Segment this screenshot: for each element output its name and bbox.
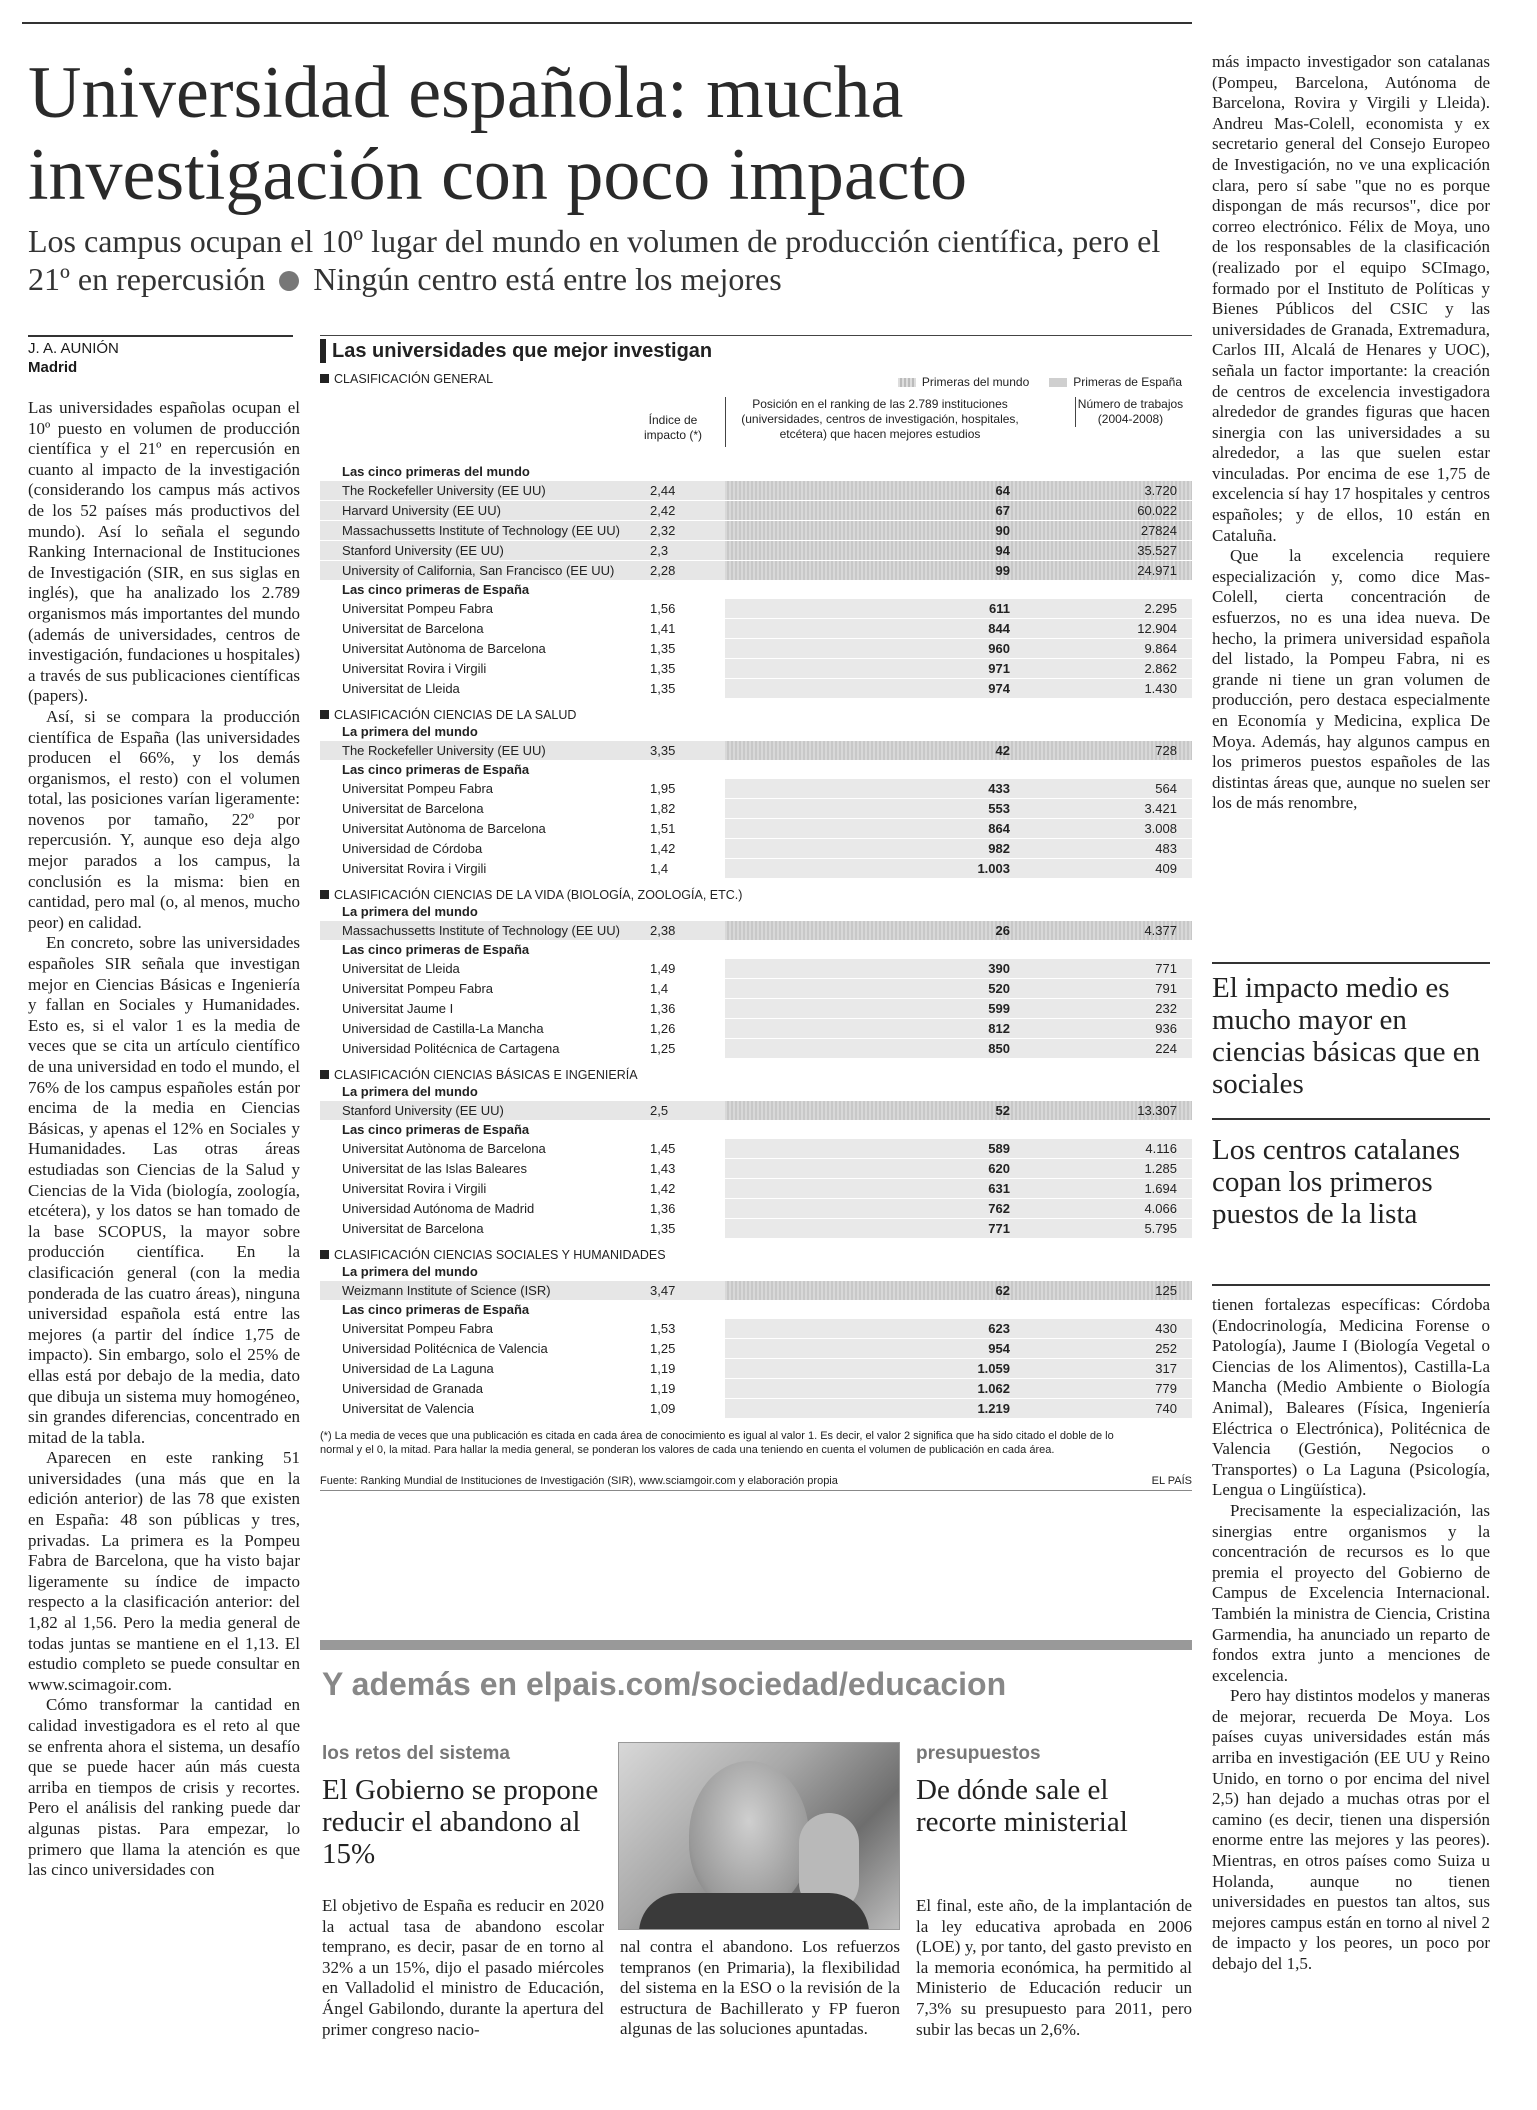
paper-count: 224 (1155, 1041, 1177, 1056)
impact-index: 1,26 (650, 1021, 676, 1036)
group-label: Las cinco primeras de España (342, 582, 530, 597)
institution-name: Universitat Autònoma de Barcelona (342, 1141, 546, 1156)
headline: Universidad española: mucha investigación con poco impacto (28, 52, 968, 216)
pull-quote-2: Los centros catalanes copan los primeros puestos de la lista (1212, 1134, 1461, 1230)
institution-name: Universitat Jaume I (342, 1001, 454, 1016)
left-kicker: los retos del sistema (322, 1743, 510, 1764)
mid-body: nal contra el abandono. Los refuerzos tempranos (en Primaria), la flexibilidad del sistema en la ESO o la revisión de la estructura de Bachillerato y FP fueron algunas de las soluciones apuntadas. (620, 1937, 900, 2039)
institution-name: Universidad de Córdoba (342, 841, 483, 856)
impact-index: 1,25 (650, 1341, 676, 1356)
table-row (320, 1281, 1192, 1301)
row-separator (320, 1418, 1192, 1419)
institution-name: Universitat Rovira i Virgili (342, 1181, 487, 1196)
paragraph: Aparecen en este ranking 51 universidades (una más que en la edición anterior) de las 78 que existen en España: 48 son públicas y tres, privadas. La primera es la Pompeu Fabra de Barcelona, que ha visto bajar ligeramente su índice de impacto respecto a la clasificación anterior: del 1,82 al 1,56. Pero la media general de todas juntas se mantiene en el 1,13. El estudio completo se puede consultar en www.scimagoir.com. (28, 1448, 300, 1694)
table-row (320, 741, 1192, 761)
institution-name: Universitat de Valencia (342, 1401, 474, 1416)
left-headline[interactable]: El Gobierno se propone reducir el abandono al 15% (322, 1774, 599, 1870)
table-row (320, 501, 1192, 521)
impact-index: 1,35 (650, 681, 676, 696)
group-label: Las cinco primeras de España (342, 1122, 530, 1137)
impact-index: 1,35 (650, 661, 676, 676)
institution-name: Massachussetts Institute of Technology (EE UU) (342, 523, 620, 538)
ranking-position: 433 (988, 781, 1010, 796)
paper-count: 1.430 (1144, 681, 1177, 696)
article-column-4-bottom (1212, 1295, 1490, 1975)
paragraph: Cómo transformar la cantidad en calidad investigadora es el reto al que se enfrenta ahora el sistema, un desafío que se puede hacer aún más cuesta arriba en tiempos de crisis y recortes. Pero el análisis del ranking puede dar algunas pistas. Para empezar, lo primero que llama la atención es que las cinco universidades con (28, 1695, 300, 1880)
section-heading (320, 707, 1192, 723)
graphic-source-line (320, 1475, 1192, 1491)
table-row (320, 819, 1192, 839)
table-row (320, 619, 1192, 639)
row-separator (320, 1238, 1192, 1239)
left-body: El objetivo de España es reducir en 2020 la actual tasa de abandono escolar temprano, es decir, pasar de en torno al 32% a un 15%, dijo el pasado miércoles en Valladolid el ministro de Educación, Ángel Gabilondo, durante la apertura del primer congreso nacio- (322, 1896, 604, 2039)
impact-index: 2,38 (650, 923, 676, 938)
paper-count: 1.694 (1144, 1181, 1177, 1196)
pull-rule-3 (1212, 1284, 1490, 1286)
yademas-title[interactable]: Y además en elpais.com/sociedad/educacion (322, 1666, 1007, 1702)
paper-count: 4.116 (1145, 1141, 1177, 1156)
legend-world-label: Primeras del mundo (921, 375, 1030, 389)
institution-name: Universidad Politécnica de Cartagena (342, 1041, 560, 1056)
pull-quote-1: El impacto medio es mucho mayor en ciencias básicas que en sociales (1212, 972, 1481, 1100)
institution-name: Universitat de Barcelona (342, 1221, 484, 1236)
group-label: Las cinco primeras de España (342, 762, 530, 777)
impact-index: 1,56 (650, 601, 676, 616)
group-label: La primera del mundo (342, 1084, 478, 1099)
institution-name: Universidad de Granada (342, 1381, 483, 1396)
impact-index: 3,47 (650, 1283, 676, 1298)
paper-count: 936 (1155, 1021, 1177, 1036)
pull-rule-1 (1212, 962, 1490, 964)
ranking-position: 42 (995, 743, 1010, 758)
subhead-part-a: Los campus ocupan el 10º lugar del mundo en volumen de producción científica, pero el 21º en repercusión (28, 223, 1161, 297)
impact-index: 1,53 (650, 1321, 676, 1336)
institution-name: Universidad Autónoma de Madrid (342, 1201, 535, 1216)
institution-name: Universitat Rovira i Virgili (342, 661, 487, 676)
table-row (320, 1179, 1192, 1199)
paper-count: 2.862 (1144, 661, 1177, 676)
impact-index: 1,82 (650, 801, 676, 816)
ranking-position: 974 (988, 681, 1010, 696)
section-title: CLASIFICACIÓN CIENCIAS SOCIALES Y HUMANIDADES (334, 1248, 666, 1262)
institution-name: Universitat Pompeu Fabra (342, 601, 494, 616)
group-label: Las cinco primeras del mundo (342, 464, 530, 479)
impact-index: 1,35 (650, 1221, 676, 1236)
impact-index: 1,36 (650, 1201, 676, 1216)
paper-count: 728 (1155, 743, 1177, 758)
impact-column-header: Índice de impacto (*) (643, 413, 702, 442)
impact-index: 2,44 (650, 483, 676, 498)
legend-world-swatch (898, 378, 916, 387)
institution-name: Universitat de Barcelona (342, 621, 484, 636)
paper-count: 1.285 (1144, 1161, 1177, 1176)
table-row (320, 839, 1192, 859)
row-separator (320, 940, 1192, 941)
group-label: Las cinco primeras de España (342, 1302, 530, 1317)
subhead-part-b: Ningún centro está entre los mejores (313, 261, 782, 297)
group-label: La primera del mundo (342, 1264, 478, 1279)
row-separator (320, 580, 1192, 581)
section-title: CLASIFICACIÓN GENERAL (334, 372, 494, 386)
byline-city: Madrid (28, 359, 78, 376)
subheadline (28, 222, 1168, 298)
impact-index: 2,3 (650, 543, 669, 558)
header-divider (725, 397, 726, 447)
impact-index: 1,95 (650, 781, 676, 796)
ranking-position: 954 (988, 1341, 1010, 1356)
graphic-credit: EL PAÍS (1151, 1475, 1192, 1487)
paper-count: 13.307 (1137, 1103, 1177, 1118)
table-row (320, 481, 1192, 501)
legend-spain-swatch (1049, 378, 1067, 387)
paper-count: 740 (1155, 1401, 1177, 1416)
paper-count: 3.720 (1144, 483, 1177, 498)
table-row (320, 1399, 1192, 1419)
paper-count: 35.527 (1137, 543, 1177, 558)
gabilondo-photo (618, 1742, 900, 1930)
table-row (320, 959, 1192, 979)
paragraph: Que la excelencia requiere especialización y, como dice Mas-Colell, cierta concentración de esfuerzos, no es una idea nueva. De hecho, la primera universidad española del listado, la Pompeu Fabra, ni es grande ni tiene un gran volumen de producción, pero destaca especialmente en Economía y Medicina, explica De Moya. Además, hay algunos campus en los primeros puestos españoles de las distintas áreas que, aunque no suelen ser los de más renombre, (1212, 546, 1490, 813)
graphic-sections (320, 371, 1192, 1419)
paper-count: 9.864 (1144, 641, 1177, 656)
impact-index: 1,35 (650, 641, 676, 656)
institution-name: Universitat Autònoma de Barcelona (342, 821, 546, 836)
table-row (320, 1379, 1192, 1399)
institution-name: Universitat de las Islas Baleares (342, 1161, 527, 1176)
section-square-icon (320, 710, 329, 719)
ranking-position: 611 (989, 601, 1010, 616)
photo-suit (639, 1893, 869, 1930)
ranking-position: 623 (988, 1321, 1010, 1336)
impact-index: 1,36 (650, 1001, 676, 1016)
table-row (320, 979, 1192, 999)
table-row (320, 799, 1192, 819)
graphic-top-rule (320, 335, 1192, 336)
table-row (320, 599, 1192, 619)
paper-count: 3.008 (1144, 821, 1177, 836)
paper-count: 24.971 (1137, 563, 1177, 578)
right-headline[interactable]: De dónde sale el recorte ministerial (916, 1774, 1128, 1838)
paper-count: 771 (1155, 961, 1177, 976)
group-label: La primera del mundo (342, 724, 478, 739)
institution-name: Universitat de Lleida (342, 961, 460, 976)
table-row (320, 921, 1192, 941)
impact-index: 1,42 (650, 841, 676, 856)
paper-count: 232 (1155, 1001, 1177, 1016)
institution-name: Universitat de Barcelona (342, 801, 484, 816)
institution-name: Universidad Politécnica de Valencia (342, 1341, 548, 1356)
paper-count: 4.377 (1144, 923, 1177, 938)
table-row (320, 1139, 1192, 1159)
institution-name: Universitat Pompeu Fabra (342, 781, 494, 796)
ranking-position: 812 (988, 1021, 1010, 1036)
institution-name: Universitat Pompeu Fabra (342, 1321, 494, 1336)
ranking-position: 620 (988, 1161, 1010, 1176)
paper-count: 60.022 (1137, 503, 1177, 518)
paper-count: 3.421 (1144, 801, 1177, 816)
paper-count: 791 (1155, 981, 1177, 996)
ranking-position: 520 (988, 981, 1010, 996)
table-row (320, 859, 1192, 879)
bullet-icon (279, 271, 299, 291)
count-column-header: Número de trabajos (2004-2008) (1075, 397, 1185, 427)
impact-index: 1,25 (650, 1041, 676, 1056)
section-square-icon (320, 374, 329, 383)
table-row (320, 541, 1192, 561)
paper-count: 5.795 (1144, 1221, 1177, 1236)
pull-rule-2 (1212, 1118, 1490, 1120)
row-separator (320, 1300, 1192, 1301)
ranking-position: 771 (988, 1221, 1010, 1236)
paragraph: más impacto investigador son catalanas (Pompeu, Barcelona, Autónoma de Barcelona, Rovira y Virgili y Lleida). Andreu Mas-Colell, economista y ex secretario general del Consejo Europeo de Investigación, no ve una explicación clara, pero sí sabe "que no es porque dispongan de más recursos", dice por correo electrónico. Félix de Moya, uno de los responsables de la clasificación (realizado por el equipo SCImago, formado por el Instituto de Políticas y Bienes Públicos del CSIC y las universidades de Granada, Extremadura, Carlos III, Alcalá de Henares y UOC), señala un factor importante: la creación de centros de excelencia investigadora alrededor de grandes figuras que hacen sinergia con las universidades a su alrededor, a las que suelen estar vinculadas. Por encima de ese 1,75 de excelencia sí hay 17 hospitales y centros españoles; y de ellos, 10 están en Cataluña. (1212, 52, 1490, 545)
legend-spain-label: Primeras de España (1073, 375, 1182, 389)
table-row (320, 561, 1192, 581)
column-headers (320, 387, 1192, 463)
graphic-source: Fuente: Ranking Mundial de Instituciones de Investigación (SIR), www.sciamgoir.com y elaboración propia (320, 1475, 838, 1487)
paper-count: 2.295 (1144, 601, 1177, 616)
group-label: Las cinco primeras de España (342, 942, 530, 957)
ranking-position: 631 (988, 1181, 1010, 1196)
row-separator (320, 1120, 1192, 1121)
paragraph: Pero hay distintos modelos y maneras de mejorar, recuerda De Moya. Los países cuyas universidades están más arriba en investigación (EE UU y Reino Unido, en torno o por encima del nivel 2,5) han dejado a muchas otras por el camino (es decir, tienen una dispersión enorme entre las mejores y las peores). Mientras, en otros países como Suiza u Holanda, aunque no tienen universidades en puestos tan altos, sus mejores campus están en torno al nivel 2 de impacto y los peores, un poco por debajo del 1,5. (1212, 1686, 1490, 1973)
impact-index: 2,32 (650, 523, 676, 538)
paragraph: Las universidades españolas ocupan el 10º puesto en volumen de producción científica y el 21º en repercusión en cuanto al impacto de la investigación (considerando los campus más activos de los 52 países más productivos del mundo). Así lo señala el segundo Ranking Internacional de Instituciones de Investigación (SIR, en sus siglas en inglés), que ha analizado los 2.789 organismos más importantes del mundo (además de universidades, centros de investigación, fundaciones u hospitales) a través de sus publicaciones científicas (papers). (28, 398, 300, 706)
ranking-position: 64 (995, 483, 1010, 498)
institution-name: Weizmann Institute of Science (ISR) (342, 1283, 551, 1298)
institution-name: Massachussetts Institute of Technology (EE UU) (342, 923, 620, 938)
table-row (320, 659, 1192, 679)
graphic-footnote: (*) La media de veces que una publicación es citada en cada área de conocimiento es igual al valor 1. Es decir, el valor 2 significa que ha sido citado el doble de lo normal y el 0, la mitad. Para hallar la media general, se ponderan los valores de cada una teniendo en cuenta el volumen de publicación en cada área. (320, 1430, 1114, 1456)
impact-index: 2,42 (650, 503, 676, 518)
table-row (320, 1159, 1192, 1179)
row-separator (320, 878, 1192, 879)
paper-count: 4.066 (1144, 1201, 1177, 1216)
ranking-position: 99 (995, 563, 1010, 578)
ranking-position: 26 (995, 923, 1010, 938)
impact-index: 2,5 (650, 1103, 669, 1118)
table-row (320, 521, 1192, 541)
ranking-position: 982 (988, 841, 1010, 856)
institution-name: University of California, San Francisco (EE UU) (342, 563, 615, 578)
table-row (320, 1339, 1192, 1359)
article-column-4-top (1212, 52, 1490, 814)
section-title: CLASIFICACIÓN CIENCIAS DE LA SALUD (334, 708, 577, 722)
paragraph: Precisamente la especialización, las sinergias entre organismos y la concentración de recursos es lo que premia el proyecto del Gobierno de Campus de Excelencia Internacional. También la ministra de Ciencia, Cristina Garmendia, ha anunciado un reparto de fondos extra junto a menciones de excelencia. (1212, 1500, 1490, 1685)
ranking-position: 1.059 (977, 1361, 1010, 1376)
section-square-icon (320, 890, 329, 899)
impact-index: 1,09 (650, 1401, 676, 1416)
paper-count: 409 (1155, 861, 1177, 876)
paper-count: 779 (1155, 1381, 1177, 1396)
institution-name: Universitat Pompeu Fabra (342, 981, 494, 996)
ranking-infographic (320, 335, 1192, 1491)
ranking-position: 762 (988, 1201, 1010, 1216)
section-heading (320, 1247, 1192, 1263)
table-row (320, 1101, 1192, 1121)
row-separator (320, 1058, 1192, 1059)
table-row (320, 1359, 1192, 1379)
ranking-position: 1.003 (977, 861, 1010, 876)
institution-name: Universidad de La Laguna (342, 1361, 494, 1376)
section-heading (320, 1067, 1192, 1083)
ranking-position: 599 (988, 1001, 1010, 1016)
impact-index: 1,51 (650, 821, 676, 836)
position-column-header: Posición en el ranking de las 2.789 instituciones (universidades, centros de investigación, hospitales, etcétera) que hacen mejores estudios (741, 397, 1019, 441)
impact-index: 1,4 (650, 981, 669, 996)
paper-count: 483 (1155, 841, 1177, 856)
ranking-position: 67 (995, 503, 1010, 518)
table-row (320, 1039, 1192, 1059)
right-kicker: presupuestos (916, 1743, 1041, 1764)
table-row (320, 1319, 1192, 1339)
impact-index: 1,42 (650, 1181, 676, 1196)
ranking-position: 960 (988, 641, 1010, 656)
paragraph: En concreto, sobre las universidades españoles SIR señala que investigan mejor en Ciencias Básicas e Ingeniería y fallan en Sociales y Humanidades. Esto es, si el valor 1 es la media de veces que se cita un artículo científico de una universidad en todo el mundo, el 76% de los campus españoles están por encima de la media en Ciencias Básicas, y apenas el 12% en Sociales y Humanidades. Las otras áreas estudiadas son Ciencias de la Salud y Ciencias de la Vida (biología, zoología, etcétera), y los datos se han tomado de la base SCOPUS, la mayor sobre producción científica. En la clasificación general (con la media ponderada de las cuatro áreas), ninguna universidad española está entre las mejores (a partir del índice 1,75 de impacto). Sin embargo, solo el 25% de ellas está por debajo de la media, dato que dibuja un sistema muy homogéneo, sin grandes diferencias, concentrado en mitad de la tabla. (28, 933, 300, 1447)
institution-name: Stanford University (EE UU) (342, 1103, 504, 1118)
group-label: La primera del mundo (342, 904, 478, 919)
section-title: CLASIFICACIÓN CIENCIAS DE LA VIDA (BIOLOGÍA, ZOOLOGÍA, ETC.) (334, 888, 743, 902)
paragraph: Así, si se compara la producción científica de España (las universidades producen el 66%, y los demás organismos, el resto) con el volumen total, las posiciones varían ligeramente: novenos por tamaño, 22º por repercusión. Y, aunque eso deja algo mejor parados a los campus, la conclusión es la misma: bien en cantidad, pero mal (o, al menos, mucho peor) en calidad. (28, 706, 300, 932)
ranking-position: 62 (995, 1283, 1010, 1298)
graphic-title: Las universidades que mejor investigan (320, 339, 1192, 363)
top-rule (22, 22, 1192, 24)
section-title: CLASIFICACIÓN CIENCIAS BÁSICAS E INGENIERÍA (334, 1068, 638, 1082)
table-row (320, 1199, 1192, 1219)
table-row (320, 1219, 1192, 1239)
impact-index: 1,43 (650, 1161, 676, 1176)
ranking-position: 971 (988, 661, 1010, 676)
institution-name: Universitat Autònoma de Barcelona (342, 641, 546, 656)
ranking-position: 390 (988, 961, 1010, 976)
row-separator (320, 760, 1192, 761)
section-heading (320, 887, 1192, 903)
ranking-position: 94 (995, 543, 1010, 558)
ranking-position: 844 (988, 621, 1010, 636)
photo-face (689, 1761, 809, 1911)
paper-count: 125 (1155, 1283, 1177, 1298)
impact-index: 1,19 (650, 1381, 676, 1396)
impact-index: 2,28 (650, 563, 676, 578)
institution-name: Universitat de Lleida (342, 681, 460, 696)
ranking-position: 1.219 (977, 1401, 1010, 1416)
table-row (320, 679, 1192, 699)
byline-author: J. A. AUNIÓN (28, 340, 119, 357)
ranking-position: 864 (988, 821, 1010, 836)
row-separator (320, 698, 1192, 699)
ranking-position: 553 (988, 801, 1010, 816)
paper-count: 12.904 (1137, 621, 1177, 636)
section-square-icon (320, 1250, 329, 1259)
impact-index: 1,19 (650, 1361, 676, 1376)
institution-name: Stanford University (EE UU) (342, 543, 504, 558)
impact-index: 1,4 (650, 861, 669, 876)
institution-name: The Rockefeller University (EE UU) (342, 743, 546, 758)
byline (28, 335, 293, 377)
paragraph: tienen fortalezas específicas: Córdoba (Endocrinología, Medicina Forense o Patología), Jaume I (Biología Vegetal o Ciencias de los Alimentos), Castilla-La Mancha (Medio Ambiente o Biología Animal), Baleares (Física, Ingeniería Eléctrica o Electrónica), Politécnica de Valencia (Gestión, Negocios o Transportes) o La Laguna (Psicología, Lengua o Lingüística). (1212, 1295, 1490, 1500)
paper-count: 27824 (1140, 523, 1177, 538)
table-row (320, 639, 1192, 659)
institution-name: Universidad de Castilla-La Mancha (342, 1021, 544, 1036)
paper-count: 317 (1155, 1361, 1177, 1376)
section-square-icon (320, 1070, 329, 1079)
paper-count: 564 (1155, 781, 1177, 796)
impact-index: 1,41 (650, 621, 676, 636)
table-row (320, 779, 1192, 799)
ranking-position: 1.062 (977, 1381, 1010, 1396)
institution-name: Universitat Rovira i Virgili (342, 861, 487, 876)
ranking-position: 52 (995, 1103, 1010, 1118)
article-column-1 (28, 398, 300, 1881)
table-row (320, 1019, 1192, 1039)
ranking-position: 90 (995, 523, 1010, 538)
ranking-position: 850 (988, 1041, 1010, 1056)
institution-name: The Rockefeller University (EE UU) (342, 483, 546, 498)
impact-index: 3,35 (650, 743, 676, 758)
paper-count: 430 (1155, 1321, 1177, 1336)
institution-name: Harvard University (EE UU) (342, 503, 501, 518)
table-row (320, 999, 1192, 1019)
ranking-position: 589 (988, 1141, 1010, 1156)
yademas-bar (320, 1640, 1192, 1650)
paper-count: 252 (1155, 1341, 1177, 1356)
impact-index: 1,49 (650, 961, 676, 976)
right-body: El final, este año, de la implantación de la ley educativa aprobada en 2006 (LOE) y, por tanto, del gasto previsto en la memoria económica, ha permitido al Ministerio de Educación reducir un 7,3% su presupuesto para 2011, pero subir las becas un 2,6%. (916, 1896, 1192, 2039)
impact-index: 1,45 (650, 1141, 676, 1156)
